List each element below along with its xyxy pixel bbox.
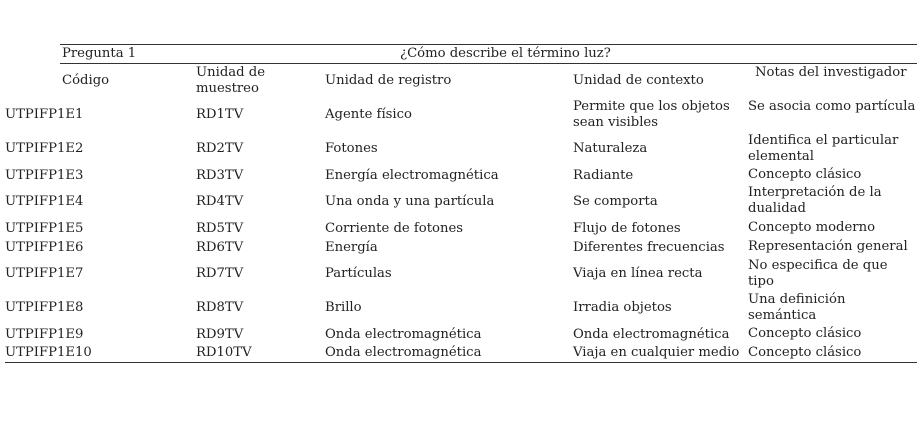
row-notes: Concepto clásico — [748, 167, 862, 182]
row-context: Onda electromagnética — [573, 327, 730, 342]
row-notes: No especifica de que tipo — [748, 258, 888, 289]
row-notes: Concepto clásico — [748, 326, 862, 341]
row-record: Corriente de fotones — [325, 221, 464, 236]
row-sample: RD9TV — [196, 327, 244, 342]
row-record: Onda electromagnética — [325, 327, 482, 342]
table-bottom-rule — [5, 362, 917, 363]
row-notes: Concepto clásico — [748, 345, 862, 360]
row-sample: RD7TV — [196, 266, 244, 281]
row-notes: Identifica el particular elemental — [748, 133, 899, 164]
row-context: Flujo de fotones — [573, 221, 681, 236]
row-code: UTPIFP1E6 — [5, 240, 84, 255]
row-context: Radiante — [573, 168, 634, 183]
row-context: Permite que los objetos sean visibles — [573, 99, 730, 130]
header-notes: Notas del investigador — [755, 65, 907, 80]
row-notes: Interpretación de la dualidad — [748, 185, 882, 216]
header-record-unit: Unidad de registro — [325, 73, 452, 88]
row-record: Brillo — [325, 300, 362, 315]
row-code: UTPIFP1E2 — [5, 141, 84, 156]
row-record: Una onda y una partícula — [325, 194, 495, 209]
row-record: Energía electromagnética — [325, 168, 499, 183]
row-record: Onda electromagnética — [325, 345, 482, 360]
row-context: Viaja en cualquier medio — [573, 345, 740, 360]
row-code: UTPIFP1E10 — [5, 345, 92, 360]
row-record: Energía — [325, 240, 378, 255]
row-context: Naturaleza — [573, 141, 648, 156]
row-record: Agente físico — [325, 107, 412, 122]
row-record: Fotones — [325, 141, 378, 156]
question-rule — [60, 63, 917, 64]
row-sample: RD4TV — [196, 194, 244, 209]
row-sample: RD10TV — [196, 345, 252, 360]
row-notes: Concepto moderno — [748, 220, 876, 235]
row-sample: RD3TV — [196, 168, 244, 183]
row-code: UTPIFP1E7 — [5, 266, 84, 281]
row-code: UTPIFP1E9 — [5, 327, 84, 342]
row-sample: RD6TV — [196, 240, 244, 255]
header-code: Código — [62, 73, 110, 88]
row-code: UTPIFP1E8 — [5, 300, 84, 315]
row-context: Irradia objetos — [573, 300, 672, 315]
row-sample: RD5TV — [196, 221, 244, 236]
row-record: Partículas — [325, 266, 392, 281]
row-notes: Se asocia como partícula — [748, 99, 916, 114]
row-notes: Una definición semántica — [748, 292, 846, 323]
row-context: Viaja en línea recta — [573, 266, 703, 281]
row-code: UTPIFP1E3 — [5, 168, 84, 183]
question-label: Pregunta 1 — [62, 46, 137, 61]
row-notes: Representación general — [748, 239, 908, 254]
row-context: Se comporta — [573, 194, 658, 209]
table-top-rule — [60, 44, 917, 45]
row-context: Diferentes frecuencias — [573, 240, 725, 255]
row-code: UTPIFP1E1 — [5, 107, 84, 122]
row-sample: RD8TV — [196, 300, 244, 315]
row-code: UTPIFP1E5 — [5, 221, 84, 236]
row-sample: RD1TV — [196, 107, 244, 122]
header-context-unit: Unidad de contexto — [573, 73, 704, 88]
question-text: ¿Cómo describe el término luz? — [400, 46, 611, 61]
row-sample: RD2TV — [196, 141, 244, 156]
header-sample-unit: Unidad de muestreo — [196, 65, 266, 96]
row-code: UTPIFP1E4 — [5, 194, 84, 209]
